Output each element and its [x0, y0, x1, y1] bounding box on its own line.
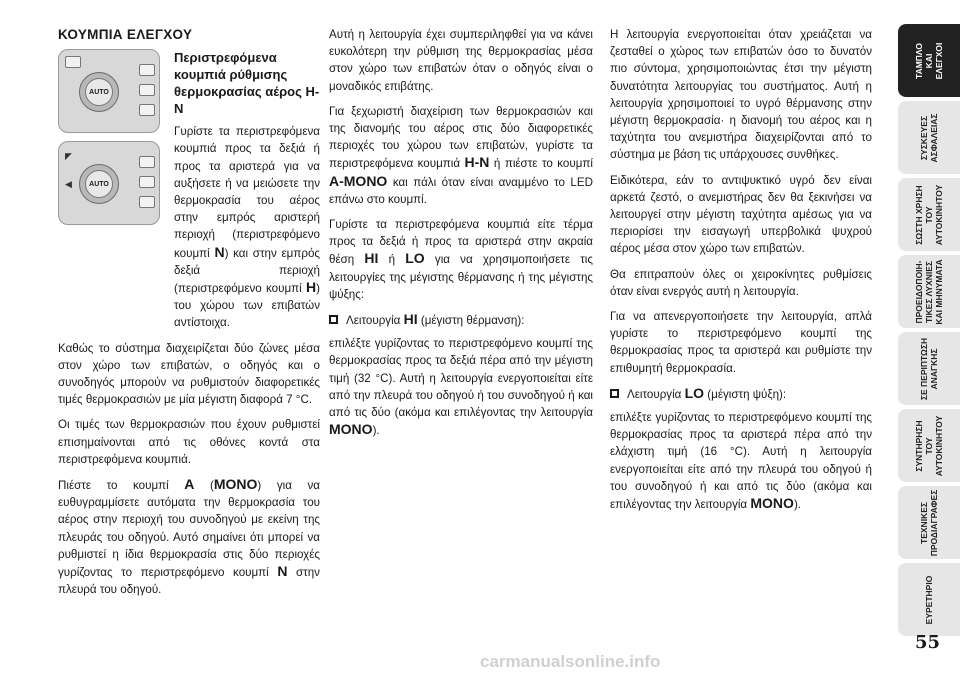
auto-label: AUTO [85, 170, 113, 198]
page-number: 55 [914, 632, 940, 653]
text: ( [209, 479, 214, 493]
paragraph: Θα επιτραπούν όλες οι χειροκίνητες ρυθμίσεις όταν είναι ενεργός αυτή η λειτουργία. [610, 267, 872, 298]
checkbox-square-icon [329, 315, 338, 324]
tab-index[interactable] [898, 563, 960, 636]
text: Γυρίστε τα περιστρεφόμενα κουμπιά προς τα δεξιά ή προς τα αριστερά για να αυξήσετε ή να μειώσετε την θερμοκρασία του αέρος στην εμπρός αριστερή περιοχή (περιστρεφόμενο κουμπί [174, 125, 320, 260]
panel-button-icon [65, 56, 81, 68]
paragraph: Ειδικότερα, εάν το αντιψυκτικό υγρό δεν είναι αρκετά ζεστό, ο ανεμιστήρας δεν θα ξεκινήσει να λειτουργεί στην μέγιστη ταχύτητα αμέσως για να περιορίσει την εισαγωγή υπερβολικά ψυχρού αέρος μέσα στον χώρο των επιβατών. [610, 173, 872, 256]
text: ) για να ευθυγραμμίσετε αυτόματα την θερμοκρασία του αέρος στην περιοχή του συνοδηγού με εκείνη της πλευράς του οδηγού. Αυτό σημαίνει ότι μπορεί να ρυθμιστεί η ίδια θερμοκρασία στις δύο περιοχές γυρίζοντας το περιστρεφόμενο κουμπί [58, 479, 320, 580]
inline-bold: MONO [213, 476, 258, 493]
column-3 [610, 26, 872, 521]
control-panel-illustration-1 [58, 49, 160, 133]
tab-maintenance[interactable] [898, 409, 960, 482]
text: (μέγιστη ψύξη): [707, 387, 787, 401]
section-heading: ΚΟΥΜΠΙΑ ΕΛΕΓΧΟΥ [58, 27, 193, 42]
tab-label: ΤΕΧΝΙΚΕΣ ΠΡΟΔΙΑΓΡΑΦΕΣ [919, 489, 939, 556]
tab-correct-use[interactable] [898, 178, 960, 251]
text: Λειτουργία [346, 314, 401, 328]
text: ή [388, 253, 396, 267]
inline-bold: A-MONO [329, 172, 388, 189]
inline-bold: N [214, 243, 225, 260]
text: ) και στην εμπρός δεξιά περιοχή (περιστρεφόμενο κουμπί [174, 246, 320, 296]
tab-dashboard-controls[interactable] [898, 24, 960, 97]
panel-button-icon [139, 156, 155, 168]
text: ). [793, 498, 802, 512]
arrow-up-left-icon: ◤ [65, 151, 72, 162]
tab-safety-devices[interactable] [898, 101, 960, 174]
paragraph: Οι τιμές των θερμοκρασιών που έχουν ρυθμιστεί επισημαίνονται από τις οθόνες κοντά στα περιστρεφόμενα κουμπιά. [58, 418, 320, 466]
text: ). [372, 424, 380, 438]
inline-bold: HI [403, 311, 418, 328]
arrow-left-icon: ◀ [65, 179, 72, 190]
tab-label: ΕΥΡΕΤΗΡΙΟ [924, 575, 934, 624]
text: Λειτουργία [627, 387, 682, 401]
watermark: carmanualsonline.info [480, 652, 661, 671]
inline-bold: N [277, 563, 288, 580]
inline-bold: MONO [329, 421, 373, 438]
auto-label: AUTO [85, 78, 113, 106]
paragraph [329, 103, 593, 208]
inline-bold: A [184, 476, 195, 493]
tab-emergency[interactable] [898, 332, 960, 405]
control-panel-illustration-2 [58, 141, 160, 225]
inline-bold: LO [684, 384, 705, 401]
paragraph: Αυτή η λειτουργία έχει συμπεριληφθεί για να κάνει ευκολότερη την ρύθμιση της θερμοκρασίας μέσα στον χώρο των επιβατών όταν ο οδηγός είναι ο μοναδικός επιβάτης. [329, 28, 593, 93]
inline-bold: H-N [464, 154, 490, 171]
panel-button-icon [139, 196, 155, 208]
tab-label: ΠΡΟΕΙΔΟΠΟΙΗ- ΤΙΚΕΣ ΛΥΧΝΙΕΣ ΚΑΙ ΜΗΝΥΜΑΤΑ [914, 258, 944, 325]
tab-label: ΣΥΣΚΕΥΕΣ ΑΣΦΑΛΕΙΑΣ [919, 112, 939, 163]
text: επιλέξτε γυρίζοντας το περιστρεφόμενο κουμπί της θερμοκρασίας προς τα αριστερά πέρα από την ελάχιστη τιμή (16 °C). Αυτή η λειτουργία ενεργοποιείται είτε από την πλευρά του οδηγού ή του συνοδηγού ή και από τις δύο (ακόμα και επιλέγοντας την λειτουργία [610, 411, 872, 512]
column-2 [329, 26, 593, 447]
paragraph [329, 335, 593, 439]
text: στην πλευρά του οδηγού. [58, 566, 320, 597]
panel-button-icon [139, 64, 155, 76]
paragraph: Καθώς το σύστημα διαχειρίζεται δύο ζώνες μέσα στον χώρο των επιβατών, ο οδηγός και ο συνοδηγός μπορούν να ρυθμιστούν διαφορετικές τιμές θερμοκρασιών με μία μέγιστη διαφορά 7 °C. [58, 341, 320, 407]
paragraph [58, 476, 320, 598]
paragraph [174, 123, 320, 331]
text: Για ξεχωριστή διαχείριση των θερμοκρασιών και της διανομής του αέρος στις δύο διαφορετικές περιοχές του χώρου των επιβατών, γυρίστε τα περιστρεφόμενα κουμπιά [329, 104, 593, 171]
inline-bold: HI [364, 250, 379, 267]
bullet-lo [610, 385, 872, 403]
panel-button-icon [139, 104, 155, 116]
tab-label: ΤΑΜΠΛΟ ΚΑΙ ΕΛΕΓΧΟΙ [914, 42, 944, 79]
tab-label: ΣΥΝΤΗΡΗΣΗ ΤΟΥ ΑΥΤΟΚΙΝΗΤΟΥ [914, 415, 944, 476]
inline-bold: LO [405, 250, 425, 267]
text: ή πιέστε το κουμπί [493, 157, 593, 171]
tab-technical-specs[interactable] [898, 486, 960, 559]
figure-row [58, 49, 320, 339]
tab-label: ΣΩΣΤΗ ΧΡΗΣΗ ΤΟΥ ΑΥΤΟΚΙΝΗΤΟΥ [914, 184, 944, 245]
knob-icon [79, 72, 119, 112]
knob-icon [79, 164, 119, 204]
text: και πάλι όταν είναι αναμμένο το LED επάνω στο κουμπί. [329, 175, 593, 206]
tab-label: ΣΕ ΠΕΡΙΠΤΩΣΗ ΑΝΑΓΚΗΣ [919, 337, 939, 400]
paragraph: Για να απενεργοποιήσετε την λειτουργία, απλά γυρίστε το περιστρεφόμενο κουμπί της θερμοκρασίας προς τα αριστερά και ρυθμίστε την επιθυμητή θερμοκρασία. [610, 310, 872, 375]
text: επιλέξτε γυρίζοντας το περιστρεφόμενο κουμπί της θερμοκρασίας προς τα δεξιά πέρα από την μέγιστη τιμή (32 °C). Αυτή η λειτουργία ενεργοποιείται είτε από την πλευρά του οδηγού ή του συνοδηγού ή και από τις δύο (ακόμα και επιλέγοντας την λειτουργία [329, 337, 593, 420]
figure-column [58, 49, 168, 339]
inline-bold: MONO [750, 495, 794, 512]
tab-warning-lights[interactable] [898, 255, 960, 328]
subheading: Περιστρεφόμενα κουμπιά ρύθμισης θερμοκρασίας αέρος H-N [174, 50, 320, 117]
text: για να χρησιμοποιήσετε τις λειτουργίες της μέγιστης θέρμανσης ή της μέγιστης ψύξης: [329, 253, 593, 301]
checkbox-square-icon [610, 389, 619, 398]
text: Γυρίστε τα περιστρεφόμενα κουμπιά είτε τέρμα προς τα δεξιά ή προς τα αριστερά στην ακραία θέση [329, 218, 593, 267]
panel-button-icon [139, 84, 155, 96]
column-1 [58, 26, 320, 606]
panel-button-icon [139, 176, 155, 188]
paragraph [329, 216, 593, 303]
figure-text [174, 49, 320, 339]
bullet-hi [329, 311, 593, 329]
inline-bold: H [305, 279, 317, 296]
text: (μέγιστη θέρμανση): [420, 314, 525, 328]
text: ) του χώρου των επιβατών αντίστοιχα. [174, 282, 320, 330]
paragraph: Η λειτουργία ενεργοποιείται όταν χρειάζεται να ζεσταθεί ο χώρος των επιβατών όσο το δυνατόν πιο σύντομα, χρησιμοποιώντας έτσι την μέγιστη δυνατότητα λειτουργίας του συστήματος. Αυτή η λειτουργία χρησιμοποιεί το υγρό θέρμανσης στην μέγιστη θερμοκρασία· η διανομή του αέρος και η ταχύτητα του ανεμιστήρα διαχειρίζονται από το σύστημα με βάση τις υπάρχουσες συνθήκες. [610, 28, 872, 162]
paragraph [610, 409, 872, 513]
text: Πιέστε το κουμπί [58, 479, 169, 493]
section-tabs [898, 24, 960, 640]
